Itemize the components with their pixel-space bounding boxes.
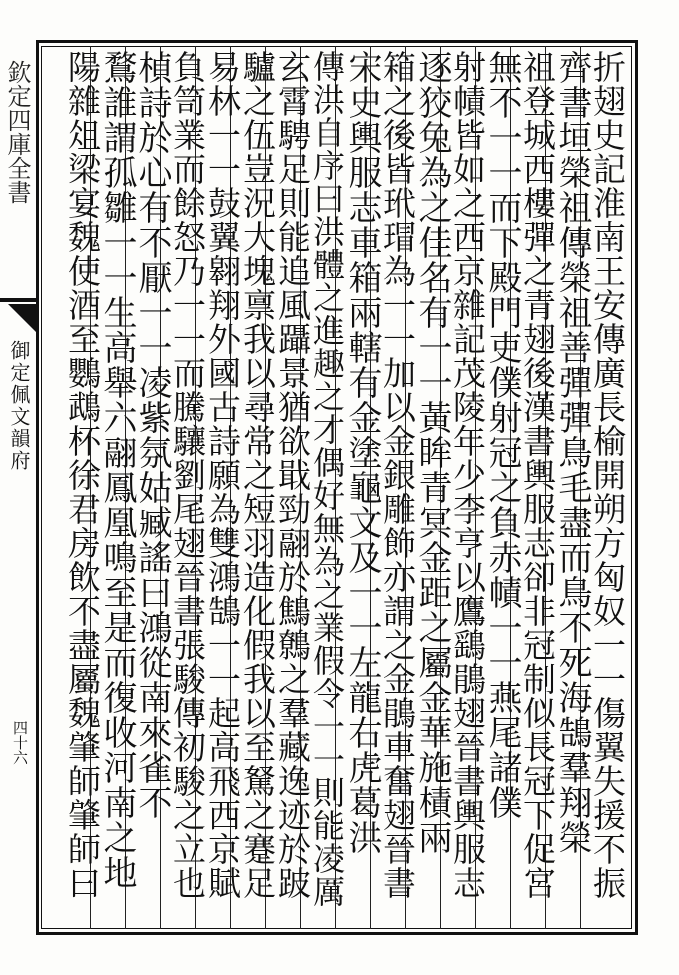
margin-divider <box>0 298 36 302</box>
fishtail-mark <box>8 304 36 332</box>
text-column: 折翅史記淮南王安傳廣長榆開朔方匈奴一一傷翼失援不振 <box>588 50 627 900</box>
text-column: 鶩誰謂孤雛一一生高舉六翮鳳凰鳴至是而復收河南之地 <box>97 50 137 890</box>
margin-header: 欽定四庫全書 <box>3 60 31 204</box>
text-column: 箱之後皆玳瑁為一一加以金銀雕飾亦謂之金鵑車奮翅晉書 <box>378 50 417 900</box>
text-column: 陽雜俎梁宴魏使酒至鸚鵡杯徐君房飲不盡屬魏肇師肇師曰 <box>63 50 102 900</box>
text-column: 楨詩於心有不厭一一凌紫氛姑臧謠曰鴻從南來雀不 <box>132 50 172 820</box>
text-column: 驢之伍豈況大塊禀我以尋常之短羽造化假我以至駑之蹇足 <box>238 50 277 900</box>
book-title: 御定佩文韻府 <box>7 340 31 472</box>
text-column: 易林一一鼓翼翱翔外國古詩願為雙鴻鵠一一起高飛西京賦 <box>203 50 242 900</box>
text-column: 傳洪自序曰洪體之進趣之才偶好無為之業假令一一則能凌厲 <box>308 50 346 908</box>
text-column: 宋史輿服志車箱兩轄有金塗龜文及一一左龍右虎葛洪 <box>342 50 382 855</box>
text-column: 負笥業而餘怒乃一一而騰驤劉尾翅晉書張駿傳初駿之立也 <box>168 50 207 900</box>
text-column: 齊書垣榮祖傳榮祖善彈彈鳥毛盡而鳥不死海鵠羣翔榮 <box>552 50 592 855</box>
text-column: 逐狡兔為之佳名有一一黃眸青冥金距之屬金華施樍兩 <box>412 50 452 855</box>
page-number: 四十六 <box>11 720 29 765</box>
text-column: 玄霄騁足則能追風躡景猶欲戢勁翮於鷦鷯之羣藏逸迹於跛 <box>273 50 312 900</box>
text-column: 無不一一而下殿門吏僕射冠之負赤幘一一燕尾諸僕 <box>482 50 522 820</box>
text-column: 祖登城西樓彈之青翅後漢書輿服志卻非冠制似長冠下促宮 <box>518 50 557 900</box>
text-column: 射幘皆如之西京雜記茂陵年少李亨以鷹鷂鵑翅晉書輿服志 <box>448 50 487 900</box>
